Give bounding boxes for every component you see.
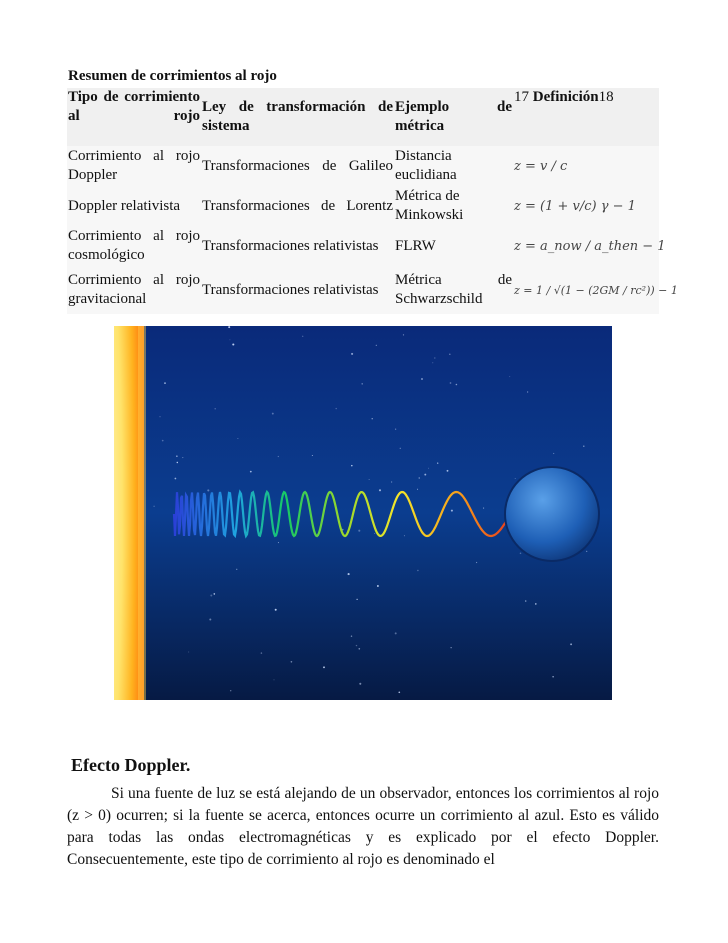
star: [421, 378, 423, 380]
star: [456, 384, 458, 386]
star: [164, 382, 166, 384]
star: [351, 353, 353, 355]
star: [232, 343, 234, 345]
star: [250, 471, 252, 473]
star: [302, 336, 303, 337]
star: [274, 680, 275, 681]
star: [175, 478, 177, 480]
star: [236, 569, 237, 570]
star: [358, 530, 360, 532]
formula-relativistic: z = (1 + v/c) γ − 1: [514, 198, 636, 214]
star: [451, 647, 452, 648]
cell-ejemplo: Distancia euclidiana: [394, 146, 513, 186]
star: [398, 691, 400, 693]
formula-cosmological: z = a_now / a_then − 1: [514, 238, 666, 254]
star: [176, 456, 177, 457]
redshift-summary-table: [67, 88, 678, 314]
star: [509, 376, 510, 377]
star: [432, 362, 433, 363]
star: [379, 489, 381, 491]
table-row: [67, 226, 659, 266]
star: [312, 455, 313, 456]
star: [395, 632, 397, 634]
footnote-ref-17: 17: [514, 89, 529, 105]
cell-ley: Transformaciones relativistas: [201, 266, 394, 314]
star: [207, 489, 209, 491]
star: [520, 553, 522, 555]
star: [417, 570, 418, 571]
star: [447, 470, 449, 472]
formula-gravitational: z = 1 / √(1 − (2GM / rc²)) − 1: [514, 283, 678, 297]
star: [377, 585, 379, 587]
star: [358, 648, 360, 650]
cell-ejemplo: Métrica de Minkowski: [394, 186, 513, 226]
star: [351, 465, 353, 467]
star: [209, 618, 211, 620]
sun-glow: [138, 326, 146, 700]
star: [291, 661, 293, 663]
star: [428, 468, 429, 469]
star: [228, 326, 230, 328]
cell-ley: Transformaciones relativistas: [201, 226, 394, 266]
star: [376, 345, 377, 346]
cell-tipo: Corrimiento al rojo cosmológico: [67, 226, 201, 266]
star: [210, 595, 212, 597]
star: [272, 413, 274, 415]
star: [451, 510, 453, 512]
cell-formula: [513, 266, 678, 314]
star: [450, 382, 452, 384]
star: [515, 478, 516, 479]
table-row: [67, 186, 659, 226]
star: [553, 453, 554, 454]
star: [476, 562, 477, 563]
star: [361, 383, 362, 384]
cell-tipo: Doppler relativista: [67, 186, 201, 226]
star: [229, 339, 230, 340]
star: [356, 645, 357, 646]
star: [419, 477, 420, 478]
table-row: [67, 146, 659, 186]
header-tipo: Tipo de corrimiento al rojo: [67, 88, 201, 146]
cell-formula: [513, 186, 659, 226]
section-heading: Efecto Doppler.: [71, 755, 191, 775]
star: [160, 416, 161, 417]
star: [535, 603, 537, 605]
star: [177, 462, 178, 463]
star: [372, 418, 373, 419]
star: [424, 474, 426, 476]
header-ley: Ley de transformación de sistema: [201, 88, 394, 146]
star: [570, 643, 572, 645]
star: [182, 457, 183, 458]
star: [214, 408, 215, 409]
star: [369, 479, 370, 480]
cell-formula: [513, 226, 666, 266]
formula-doppler: z = v / c: [514, 158, 568, 174]
star: [483, 508, 484, 509]
star: [237, 438, 238, 439]
footnote-ref-18: 18: [598, 89, 614, 105]
table-caption: Resumen de corrimientos al rojo: [68, 68, 277, 84]
star: [278, 542, 279, 543]
star: [278, 456, 279, 457]
star: [351, 635, 352, 636]
star: [449, 354, 451, 356]
star: [348, 573, 350, 575]
star: [437, 462, 438, 463]
star: [188, 652, 189, 653]
star: [356, 599, 357, 600]
star: [404, 535, 405, 536]
star: [400, 448, 401, 449]
observer-planet: [505, 467, 599, 561]
cell-ejemplo: Métrica de Schwarzschild: [394, 266, 513, 314]
doppler-illustration: [114, 326, 612, 700]
star: [275, 609, 277, 611]
star: [153, 506, 154, 507]
star: [391, 482, 392, 483]
table-header-row: [67, 88, 659, 146]
star: [586, 551, 587, 552]
star: [374, 533, 375, 534]
star: [434, 357, 435, 358]
star: [162, 440, 164, 442]
star: [552, 676, 553, 677]
star: [230, 690, 231, 691]
star: [213, 593, 215, 595]
star: [583, 445, 584, 446]
header-ejemplo: Ejemplo de métrica: [394, 88, 513, 146]
star: [395, 429, 396, 430]
section-paragraph: Si una fuente de luz se está alejando de un observador, entonces los corrimientos al rojo (z > 0) ocurren; si la fuente se acerca, entonces ocurre un corrimiento al azul. Esto es válido para todas las ondas electromagnéticas y es explicado por el efecto Doppler. Consecuentemente, este tipo de corrimiento al rojo es denominado el: [67, 785, 659, 868]
cell-tipo: Corrimiento al rojo gravitacional: [67, 266, 201, 314]
table-row: [67, 266, 659, 314]
header-definicion: 17 Definición18: [513, 88, 659, 146]
star: [417, 489, 418, 490]
star: [527, 391, 528, 392]
cell-tipo: Corrimiento al rojo Doppler: [67, 146, 201, 186]
star: [359, 683, 361, 685]
cell-ley: Transformaciones de Lorentz: [201, 186, 394, 226]
star: [261, 652, 262, 653]
cell-ley: Transformaciones de Galileo: [201, 146, 394, 186]
star: [403, 334, 404, 335]
cell-formula: [513, 146, 659, 186]
star: [336, 408, 337, 409]
star: [323, 666, 325, 668]
cell-ejemplo: FLRW: [394, 226, 513, 266]
star: [525, 600, 527, 602]
